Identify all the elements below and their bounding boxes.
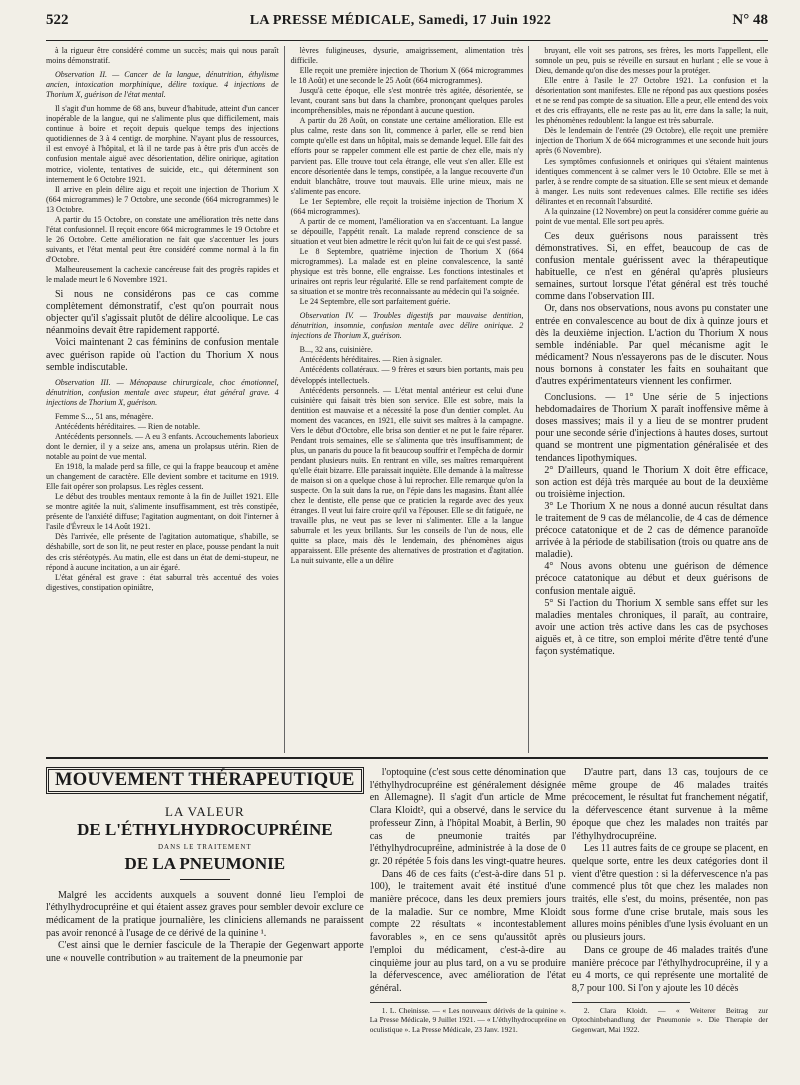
paragraph: Antécédents héréditaires. — Rien à signaler.	[299, 355, 443, 365]
column-middle	[291, 46, 530, 753]
article-columns	[46, 46, 768, 753]
paragraph: Antécédents personnels. — L'état mental antérieur est celui d'une cuisinière qui faisait très bien son service. Elle est sobre, mais la dentition est mauvaise et a nécessité la pose d'un dentier complet. Au moment des vacances, en 1921, elle suivit ses maîtres à la campagne. Vers le début d'Octobre, elle brisa son dentier et ne put le faire réparer. Pendant trois semaines, elle se s'alimenta que très insuffisamment; de plus, un panaris du pouce la fit beaucoup souffrir et l'empêcha de dormir pendant plusieurs nuits. En rentrant en ville, ses maîtres remarquèrent qu'elle était bizarre. Elle paraissait inquiète. Elle demande à la maîtresse de maison si on a quelque chose à lui reprocher. Elle remarque qu'on la suspecte. On la suit dans la rue, on l'épie dans les magasins. Étant allée chez le dentiste, elle pense que ce praticien la regarde avec des yeux étranges. Il veut lui faire croire qu'il va l'épouser. Elle se dit fatiguée, ne travaille plus, ne veut pas se lever ni s'alimenter. Elle a la langue saburrale et les yeux brillants. Sur les conseils de l'un de nous, elle quitte sa place, mais dès le lendemain, des phénomènes aigus apparaissent. Elle présente des alternatives de prostration et d'agitation. La nuit suivante, elle a un délire	[290, 385, 524, 566]
section-banner	[46, 767, 364, 880]
paragraph: Les 11 autres faits de ce groupe se placent, en quelque sorte, entre les deux catégories dont il vient d'être question : si la défervescence n'a pas commencé plus tôt que chez les malades non traités, elle s'est, du moins, présentée, non pas sous forme d'une crise brutale, mais sous les allures moins pénibles d'une lysis évoluant en un ou plusieurs jours.	[571, 843, 768, 944]
paragraph: Antécédents personnels. — A eu 3 enfants. Accouchements laborieux dont le dernier, il y a seize ans, amena un prolapsus utérin. Rien de notable au point de vue mental.	[46, 431, 279, 462]
paragraph: Le 8 Septembre, quatrième injection de Thorium X (664 microgrammes). La malade est en pleine convalescence, la santé physique est très bonne, elle engraisse. Les fonctions intestinales et urinaires ont repris leur régularité. Elle se rend parfaitement compte de sa situation et se montre très reconnaissante au médecin qui l'a soignée.	[290, 246, 524, 297]
column-right	[535, 46, 768, 753]
paragraph: Jusqu'à cette époque, elle s'est montrée très agitée, désorientée, se levant, courant sans but dans la chambre, prononçant quelques paroles incompréhensibles, mais ne répondant à aucune question.	[290, 86, 524, 116]
conclusions: Conclusions. — 1° Une série de 5 injections hebdomadaires de Thorium X paraît inoffensive même à doses massives; mais il y a lieu de se montrer prudent pour une seconde série d'injections à hautes doses, surtout quand se montrent une pigmentation généralisée et des tendances lipothymiques.	[535, 392, 769, 464]
issue-number: N° 48	[732, 12, 768, 28]
observation-heading: Observation IV. — Troubles digestifs par mauvaise dentition, dénutrition, insomnie, confusion mentale avec délire onirique. 2 injections de Thorium X, guérison.	[290, 311, 524, 341]
paragraph: Dès le lendemain de l'entrée (29 Octobre), elle reçoit une première injection de Thorium X de 664 microgrammes et une seconde huit jours après (6 Novembre).	[535, 126, 769, 156]
paragraph: Dès l'arrivée, elle présente de l'agitation automatique, s'habille, se déshabille, sort de son lit, ne peut rester en place, pousse pendant la nuit des cris stéréotypés. Au matin, elle est dans un état de demi-stupeur, ne répond à aucune incitation, a un air égaré.	[46, 532, 279, 572]
column-left	[46, 46, 285, 753]
paragraph: l'optoquine (c'est sous cette dénomination que l'éthylhydrocupréine est généralement désignée en Allemagne). Il s'agit d'un article de Mme Clara Kloidt², qui a observé, dans le service du professeur Zinn, à l'hôpital Moabit, à Berlin, 90 cas de pneumonie traités par l'éthylhydrocupréine, administrée à la dose de 0 gr. 20 répétée 5 fois dans les vingt-quatre heures.	[369, 767, 566, 867]
bottom-column-left	[46, 767, 364, 1085]
rubric-title: MOUVEMENT THÉRAPEUTIQUE	[46, 767, 364, 794]
paragraph: Le 24 Septembre, elle sort parfaitement guérie.	[299, 297, 451, 307]
page-header	[46, 12, 768, 41]
footnote-rule	[572, 1002, 690, 1003]
paragraph: à la rigueur être considéré comme un succès; mais qui nous paraît moins démonstratif.	[46, 46, 279, 66]
title-rule	[180, 879, 230, 880]
paragraph: Dans 46 de ces faits (c'est-à-dire dans 51 p. 100), le traitement avait été institué d'une manière précoce, dans les deux premiers jours de la maladie. Sur ce nombre, Mme Kloidt compte 22 résultats « incontestablement favorables », en ce sens qu'aussitôt après l'emploi du médicament, c'est-à-dire au cinquième jour au plus tard, on a vu se produire la défervescence, avec amélioration de l'état général.	[369, 868, 566, 994]
bottom-column-right	[572, 767, 768, 1085]
paragraph: Le 1er Septembre, elle reçoit la troisième injection de Thorium X (664 microgrammes).	[290, 196, 524, 216]
paragraph: lèvres fuligineuses, dysurie, amaigrissement, alimentation très difficile.	[290, 46, 524, 66]
paragraph: 3° Le Thorium X ne nous a donné aucun résultat dans le traitement de 9 cas de mélancolie, de 4 cas de démence précoce catatonique et de 2 cas de démence paranoïde arrivée à la période de stabilisation (trois ou quatre ans de maladie).	[535, 500, 769, 561]
paragraph: Si nous ne considérons pas ce cas comme complètement démonstratif, c'est qu'on pourrait nous objecter qu'il s'agissait plutôt de délire alcoolique. Le cas néanmoins devait être rapidement rapporté.	[46, 289, 279, 337]
therapeutic-section	[46, 767, 768, 1085]
paragraph: Malheureusement la cachexie cancéreuse fait des progrès rapides et le malade meurt le 6 Novembre 1921.	[46, 264, 279, 285]
paragraph: Ces deux guérisons nous paraissent très démonstratives. Si, en effet, beaucoup de cas de confusion mentale guérissent avec la thérapeutique habituelle, ce n'est en général qu'après plusieurs semaines, surtout lorsque l'état général est très touché comme dans l'observation III.	[535, 230, 769, 303]
paragraph: Il arrive en plein délire aigu et reçoit une injection de Thorium X (664 microgrammes) le 7 Octobre, une seconde (664 microgrammes) le 13 Octobre.	[46, 184, 279, 214]
paragraph: Elle entre à l'asile le 27 Octobre 1921. La confusion et la désorientation sont manifestes. Elle ne répond pas aux questions posées et ne se rend pas compte de sa situation. Elle a peur, elle entend des voix et des cris effrayants, elle ne reste pas au lit, erre dans la salle; la nuit, les phénomènes redoublent: la langue est très saburrale.	[535, 76, 769, 126]
paragraph: 5° Si l'action du Thorium X semble sans effet sur les maladies mentales chroniques, il paraît, au contraire, avoir une action très active dans les cas de psychoses aiguës et, à ce titre, son emploi mérite d'être tenté d'une façon systématique.	[535, 597, 769, 658]
paragraph: B..., 32 ans, cuisinière.	[299, 345, 373, 355]
paragraph: Les symptômes confusionnels et oniriques qui s'étaient maintenus identiques commencent à se calmer vers le 10 Octobre. Elle se met à parler, à se rendre compte de sa situation. Elle se sent mieux et demande à manger. Les nuits sont redevenues calmes. Elle rectifie ses idées délirantes et en reconnaît l'absurdité.	[535, 156, 769, 206]
article-title-line: DE L'ÉTHYLHYDROCUPRÉINE	[77, 820, 333, 840]
paragraph: Il s'agit d'un homme de 68 ans, buveur d'habitude, atteint d'un cancer inopérable de la langue, qui ne s'alimente plus que difficilement, mais continue à boire et reçoit depuis quelque temps des injections quotidiennes de 3 à 4 centigr. de morphine. N'ayant plus de ressources, il est envoyé à l'hôpital, et là il ne tarde pas à être pris d'un accès de confusion mentale aiguë avec désorientation, délire onirique, agitation motrice, violente, tentatives de suicide, etc., qui déterminent son internement le 6 Octobre 1921.	[46, 104, 279, 184]
paragraph: Le début des troubles mentaux remonte à la fin de Juillet 1921. Elle se montre agitée la nuit, s'alimente insuffisamment, est très constipée, présente de l'anxiété diffuse; l'agitation augmentant, on doit l'interner à l'asile d'Évreux le 14 Août 1921.	[46, 492, 279, 532]
paragraph: A partir du 28 Août, on constate une certaine amélioration. Elle est plus calme, reste dans son lit, commence à parler, elle se rend bien compte qu'elle est dans un hôpital, mais se demande lequel. Elle fait des efforts pour se rappeler comment elle est partie de chez elle, mais n'y parvient pas. Elle trouve tout cela étrange, elle veut s'en aller. Elle est encore désorientée dans le temps, constipée, a la langue recouverte d'un enduit blanchâtre, trouve tout mauvais. Elle urine mieux, mais ne s'alimente pas encore.	[290, 116, 524, 196]
paragraph: A partir du 15 Octobre, on constate une amélioration très nette dans l'état confusionnel. Il reçoit encore 664 microgrammes le 19 Octobre et le 26 Octobre. Cette amélioration ne fait que s'accentuer les jours suivants, et l'état mental peut être considéré comme normal à la fin d'Octobre.	[46, 214, 279, 264]
paragraph: Voici maintenant 2 cas féminins de confusion mentale avec guérison rapide où l'action du Thorium X nous semble indiscutable.	[46, 337, 279, 373]
footnote-rule	[370, 1002, 488, 1003]
paragraph: Antécédents collatéraux. — 9 frères et sœurs bien portants, mais peu développés intellectuels.	[290, 365, 524, 385]
article-title-line: DE LA PNEUMONIE	[124, 853, 286, 873]
paragraph: Antécédents héréditaires. — Rien de notable.	[55, 421, 201, 431]
paragraph: D'autre part, dans 13 cas, toujours de ce même groupe de 46 malades traités précocement, le résultat fut franchement négatif, la défervescence étant survenue à la même époque que chez les malades non traités par l'éthylhydrocupréine.	[571, 767, 768, 842]
paragraph: 4° Nous avons obtenu une guérison de démence précoce catatonique au début et deux guérisons de confusion mentale aiguë.	[535, 561, 769, 597]
page-number: 522	[46, 12, 69, 28]
article-title-line: LA VALEUR	[165, 803, 245, 819]
observation-heading: Observation III. — Ménopause chirurgicale, choc émotionnel, dénutrition, confusion mentale avec stupeur, état général grave. 4 injections de Thorium X, guérison.	[46, 377, 279, 407]
paragraph: C'est ainsi que le dernier fascicule de la Therapie der Gegenwart apporte une « nouvelle contribution » au traitement de la pneumonie par	[46, 940, 364, 965]
journal-title: LA PRESSE MÉDICALE, Samedi, 17 Juin 1922	[249, 13, 552, 28]
paragraph: Malgré les accidents auxquels a souvent donné lieu l'emploi de l'éthylhydrocupréine et qui étaient assez graves pour sembler devoir exclure ce médicament de la pratique journalière, les cliniciens allemands ne paraissent pas avoir renoncé à l'usage de ce dérivé de la quinine ¹.	[46, 889, 364, 939]
footnote: 1. L. Cheinisse. — « Les nouveaux dérivés de la quinine ». La Presse Médicale, 9 Juillet 1921. — « L'éthylhydrocupréine en oculistique ». La Presse Médicale, 23 Janv. 1921.	[369, 1005, 566, 1034]
paragraph: Femme S..., 51 ans, ménagère.	[55, 411, 154, 421]
article-title-line: DANS LE TRAITEMENT	[157, 843, 252, 852]
paragraph: 2° D'ailleurs, quand le Thorium X doit être efficace, son action est déjà très marquée au bout de la deuxième ou troisième injection.	[535, 464, 769, 500]
paragraph: A la quinzaine (12 Novembre) on peut la considérer comme guérie au point de vue mental. Elle sort peu après.	[535, 206, 769, 226]
paragraph: Elle reçoit une première injection de Thorium X (664 microgrammes le 18 Août) et une seconde le 25 Août (664 microgrammes).	[290, 66, 524, 86]
section-divider	[46, 757, 768, 759]
paragraph: Dans ce groupe de 46 malades traités d'une manière précoce par l'éthylhydrocupréine, il y a eu 4 morts, ce qui représente une mortalité de 8,7 pour 100. Si l'on y ajoute les 10 décès	[571, 944, 768, 994]
paragraph: L'état général est grave : état saburral très accentué des voies digestives, constipation opiniâtre,	[46, 572, 279, 592]
paragraph: A partir de ce moment, l'amélioration va en s'accentuant. La langue se dépouille, l'appétit renaît. La malade reprend conscience de sa situation et veut bien admettre le récit qu'on lui fait de ce qui s'est passé.	[290, 216, 524, 246]
bottom-column-middle	[370, 767, 566, 1085]
footnote: 2. Clara Kloidt. — « Weiterer Beitrag zur Optochinbehandlung der Pneumonie ». Die Therapie der Gegenwart, Mai 1922.	[571, 1005, 768, 1034]
paragraph: En 1918, la malade perd sa fille, ce qui la frappe beaucoup et amène un changement de caractère. Elle devient sombre et taciturne en 1919. Elle fait opérer son prolapsus. Les règles cessent.	[46, 462, 279, 492]
observation-heading: Observation II. — Cancer de la langue, dénutrition, éthylisme ancien, intoxication morphinique, délire toxique. 4 injections de Thorium X, guérison de l'état mental.	[46, 70, 279, 100]
paragraph: Or, dans nos observations, nous avons pu constater une entrée en convalescence au bout de dix à quinze jours et dès la deuxième injection. L'action du Thorium X nous semble indéniable. Par quel mécanisme agit le médicament? Nous n'essayerons pas de le discuter. Nous nous bornons à constater les faits en souhaitant que d'autres expérimentateurs viennent les confirmer.	[535, 303, 769, 387]
paragraph: bruyant, elle voit ses patrons, ses frères, les morts l'appellent, elle somnole un peu, puis se réveille en sursaut en hurlant ; elle se voue à Dieu, demande qu'on dise des messes pour la protéger.	[535, 46, 769, 76]
